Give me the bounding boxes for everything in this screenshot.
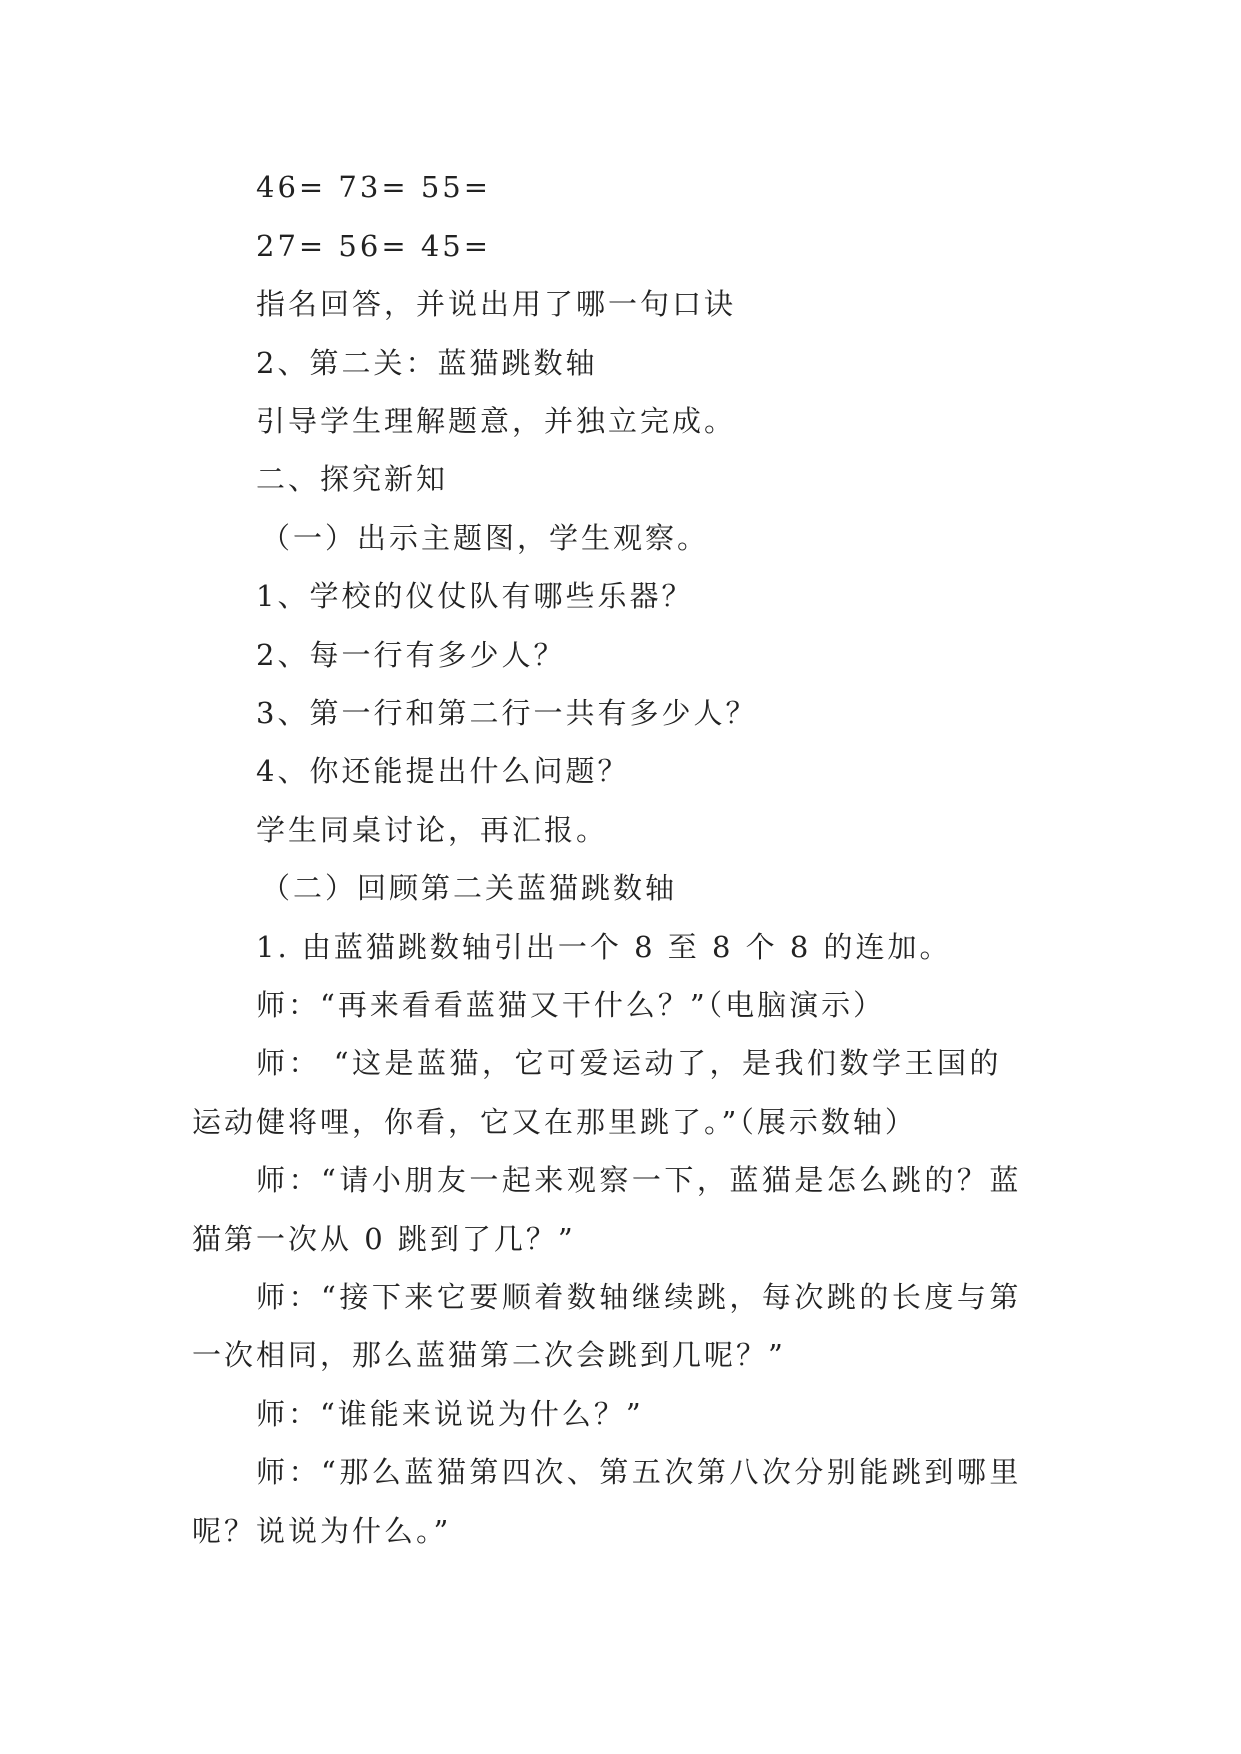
text-line-13: （二）回顾第二关蓝猫跳数轴 bbox=[261, 871, 678, 905]
text-line-11: 4、你还能提出什么问题？ bbox=[256, 754, 630, 788]
text-line-16: 师： “这是蓝猫，它可爱运动了，是我们数学王国的 bbox=[256, 1046, 1003, 1080]
text-line-5: 引导学生理解题意，并独立完成。 bbox=[256, 404, 737, 438]
text-line-8: 1、学校的仪仗队有哪些乐器？ bbox=[256, 579, 694, 613]
text-line-12: 学生同桌讨论，再汇报。 bbox=[256, 813, 609, 847]
text-line-19: 猫第一次从 0 跳到了几？” bbox=[192, 1222, 576, 1256]
text-line-6: 二、探究新知 bbox=[256, 462, 449, 496]
text-line-23: 师：“那么蓝猫第四次、第五次第八次分别能跳到哪里 bbox=[256, 1455, 1022, 1489]
text-line-15: 师：“再来看看蓝猫又干什么？”（电脑演示） bbox=[256, 988, 886, 1022]
text-line-2: 27= 56= 45= bbox=[256, 229, 492, 263]
text-line-18: 师：“请小朋友一起来观察一下，蓝猫是怎么跳的？蓝 bbox=[256, 1163, 1022, 1197]
text-line-14: 1. 由蓝猫跳数轴引出一个 8 至 8 个 8 的连加。 bbox=[256, 930, 952, 964]
text-line-24: 呢？说说为什么。” bbox=[192, 1514, 452, 1548]
text-line-10: 3、第一行和第二行一共有多少人？ bbox=[256, 696, 758, 730]
text-line-1: 46= 73= 55= bbox=[256, 170, 492, 204]
text-line-21: 一次相同，那么蓝猫第二次会跳到几呢？” bbox=[192, 1338, 786, 1372]
text-line-17: 运动健将哩，你看，它又在那里跳了。”（展示数轴） bbox=[192, 1105, 917, 1139]
text-line-22: 师：“谁能来说说为什么？” bbox=[256, 1397, 644, 1431]
text-line-9: 2、每一行有多少人？ bbox=[256, 638, 566, 672]
text-line-4: 2、第二关：蓝猫跳数轴 bbox=[256, 346, 598, 380]
text-line-20: 师：“接下来它要顺着数轴继续跳，每次跳的长度与第 bbox=[256, 1280, 1022, 1314]
text-line-7: （一）出示主题图，学生观察。 bbox=[261, 521, 710, 555]
text-line-3: 指名回答，并说出用了哪一句口诀 bbox=[256, 287, 737, 321]
